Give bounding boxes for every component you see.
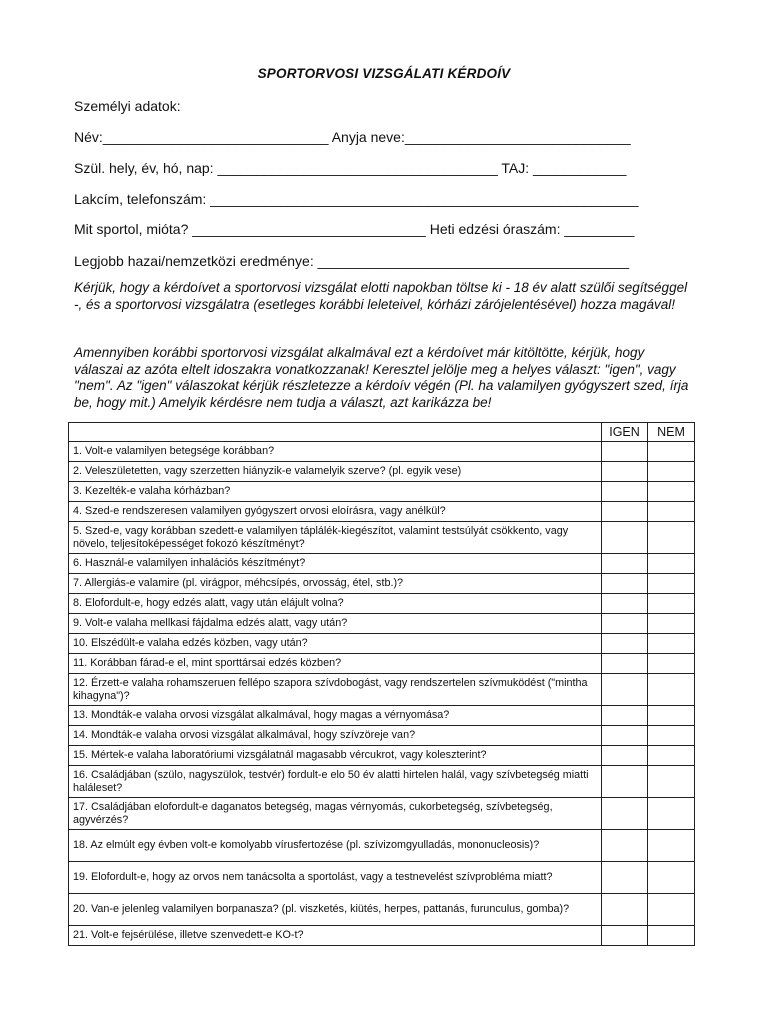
- yes-answer-cell[interactable]: [602, 502, 648, 522]
- no-answer-cell[interactable]: [648, 706, 695, 726]
- question-text: 18. Az elmúlt egy évben volt-e komolyabb vírusfertozése (pl. szívizomgyulladás, mononucleosis)?: [69, 830, 602, 862]
- table-row: [69, 894, 695, 926]
- table-row: [69, 674, 695, 706]
- question-text: 13. Mondták-e valaha orvosi vizsgálat alkalmával, hogy magas a vérnyomása?: [69, 706, 602, 726]
- yes-answer-cell[interactable]: [602, 462, 648, 482]
- table-row: [69, 830, 695, 862]
- no-answer-cell[interactable]: [648, 502, 695, 522]
- table-row: [69, 522, 695, 554]
- question-text: 14. Mondták-e valaha orvosi vizsgálat alkalmával, hogy szívzöreje van?: [69, 726, 602, 746]
- question-text: 19. Elofordult-e, hogy az orvos nem tanácsolta a sportolást, vagy a testnevelést szívprobléma miatt?: [69, 862, 602, 894]
- question-text: 8. Elofordult-e, hogy edzés alatt, vagy után elájult volna?: [69, 594, 602, 614]
- no-answer-cell[interactable]: [648, 614, 695, 634]
- question-text: 20. Van-e jelenleg valamilyen borpanasza? (pl. viszketés, kiütés, herpes, pattanás, furunculus, gomba)?: [69, 894, 602, 926]
- table-row: [69, 574, 695, 594]
- no-answer-cell[interactable]: [648, 654, 695, 674]
- result-field-line[interactable]: Legjobb hazai/nemzetközi eredménye: ________________________________________: [74, 253, 630, 269]
- no-answer-cell[interactable]: [648, 726, 695, 746]
- table-row: [69, 798, 695, 830]
- yes-answer-cell[interactable]: [602, 766, 648, 798]
- questions-body: [69, 442, 695, 946]
- question-text: 16. Családjában (szülo, nagyszülok, testvér) fordult-e elo 50 év alatti hirtelen halál, vagy szívbetegség miatti haláleset?: [69, 766, 602, 798]
- table-row: [69, 442, 695, 462]
- question-text: 12. Érzett-e valaha rohamszeruen fellépo szapora szívdobogást, vagy rendszertelen szívmuködést ("mintha kihagyna")?: [69, 674, 602, 706]
- yes-answer-cell[interactable]: [602, 442, 648, 462]
- yes-answer-cell[interactable]: [602, 554, 648, 574]
- yes-answer-cell[interactable]: [602, 594, 648, 614]
- sport-field-line[interactable]: Mit sportol, mióta? ______________________________ Heti edzési óraszám: _________: [74, 221, 635, 237]
- question-text: 5. Szed-e, vagy korábban szedett-e valamilyen táplálék-kiegészítot, valamint testsúlyát csökkento, vagy növelo, teljesítoképességet fokozó készítményt?: [69, 522, 602, 554]
- yes-answer-cell[interactable]: [602, 654, 648, 674]
- yes-answer-cell[interactable]: [602, 926, 648, 946]
- yes-answer-cell[interactable]: [602, 574, 648, 594]
- no-answer-cell[interactable]: [648, 766, 695, 798]
- table-row: [69, 554, 695, 574]
- yes-answer-cell[interactable]: [602, 830, 648, 862]
- no-answer-cell[interactable]: [648, 462, 695, 482]
- yes-answer-cell[interactable]: [602, 522, 648, 554]
- table-row: [69, 862, 695, 894]
- table-row: [69, 614, 695, 634]
- question-text: 11. Korábban fárad-e el, mint sporttársai edzés közben?: [69, 654, 602, 674]
- no-answer-cell[interactable]: [648, 862, 695, 894]
- table-header-row: [69, 423, 695, 442]
- yes-answer-cell[interactable]: [602, 894, 648, 926]
- instruction-paragraph-1: Kérjük, hogy a kérdoívet a sportorvosi vizsgálat elotti napokban töltse ki - 18 év alatt szülői segítséggel -, és a sportorvosi vizsgálatra (esetleges korábbi leleteivel, kórházi zárójelentésével) hozza magával!: [74, 280, 688, 312]
- yes-answer-cell[interactable]: [602, 746, 648, 766]
- table-row: [69, 766, 695, 798]
- question-text: 15. Mértek-e valaha laboratóriumi vizsgálatnál magasabb vércukrot, vagy koleszterint?: [69, 746, 602, 766]
- no-answer-cell[interactable]: [648, 830, 695, 862]
- no-answer-cell[interactable]: [648, 894, 695, 926]
- yes-answer-cell[interactable]: [602, 634, 648, 654]
- no-answer-cell[interactable]: [648, 574, 695, 594]
- yes-answer-cell[interactable]: [602, 706, 648, 726]
- table-row: [69, 502, 695, 522]
- table-row: [69, 706, 695, 726]
- question-text: 9. Volt-e valaha mellkasi fájdalma edzés alatt, vagy után?: [69, 614, 602, 634]
- personal-data-heading: Személyi adatok:: [74, 98, 181, 114]
- no-answer-cell[interactable]: [648, 674, 695, 706]
- table-row: [69, 654, 695, 674]
- yes-answer-cell[interactable]: [602, 798, 648, 830]
- no-answer-cell[interactable]: [648, 746, 695, 766]
- table-row: [69, 462, 695, 482]
- question-text: 1. Volt-e valamilyen betegsége korábban?: [69, 442, 602, 462]
- question-text: 4. Szed-e rendszeresen valamilyen gyógyszert orvosi eloírásra, vagy anélkül?: [69, 502, 602, 522]
- question-text: 7. Allergiás-e valamire (pl. virágpor, méhcsípés, orvosság, étel, stb.)?: [69, 574, 602, 594]
- table-row: [69, 746, 695, 766]
- table-row: [69, 594, 695, 614]
- no-answer-cell[interactable]: [648, 634, 695, 654]
- name-field-line[interactable]: Név:_____________________________ Anyja neve:_____________________________: [74, 129, 631, 145]
- instruction-paragraph-2: Amennyiben korábbi sportorvosi vizsgálat alkalmával ezt a kérdoívet már kitöltötte, kérjük, hogy válaszai az azóta eltelt idoszakra vonatkozzanak! Keresztel jelölje meg a helyes választ: "igen", vagy "nem". Az "igen" válaszokat kérjük részletezze a kérdoív végén (Pl. ha valamilyen gyógyszert szed, írja be, hogy mit.) Amelyik kérdésre nem tudja a választ, azt karikázza be!: [74, 345, 689, 410]
- no-answer-cell[interactable]: [648, 442, 695, 462]
- yes-answer-cell[interactable]: [602, 614, 648, 634]
- no-answer-cell[interactable]: [648, 594, 695, 614]
- questions-table: [68, 422, 695, 946]
- yes-answer-cell[interactable]: [602, 726, 648, 746]
- table-row: [69, 634, 695, 654]
- yes-answer-cell[interactable]: [602, 862, 648, 894]
- table-row: [69, 726, 695, 746]
- birth-field-line[interactable]: Szül. hely, év, hó, nap: ____________________________________ TAJ: ____________: [74, 160, 627, 176]
- question-text: 17. Családjában elofordult-e daganatos betegség, magas vérnyomás, cukorbetegség, szívbetegség, agyvérzés?: [69, 798, 602, 830]
- question-text: 21. Volt-e fejsérülése, illetve szenvedett-e KO-t?: [69, 926, 602, 946]
- question-text: 2. Veleszületetten, vagy szerzetten hiányzik-e valamelyik szerve? (pl. egyik vese): [69, 462, 602, 482]
- no-answer-cell[interactable]: [648, 522, 695, 554]
- table-row: [69, 926, 695, 946]
- question-text: 3. Kezelték-e valaha kórházban?: [69, 482, 602, 502]
- address-field-line[interactable]: Lakcím, telefonszám: _______________________________________________________: [74, 191, 639, 207]
- yes-column-header: IGEN: [602, 423, 648, 442]
- yes-answer-cell[interactable]: [602, 482, 648, 502]
- question-text: 6. Használ-e valamilyen inhalációs készítményt?: [69, 554, 602, 574]
- question-header-cell: [69, 423, 602, 442]
- yes-answer-cell[interactable]: [602, 674, 648, 706]
- no-answer-cell[interactable]: [648, 482, 695, 502]
- no-column-header: NEM: [648, 423, 695, 442]
- no-answer-cell[interactable]: [648, 554, 695, 574]
- document-title: SPORTORVOSI VIZSGÁLATI KÉRDOÍV: [257, 66, 511, 81]
- question-text: 10. Elszédült-e valaha edzés közben, vagy után?: [69, 634, 602, 654]
- no-answer-cell[interactable]: [648, 798, 695, 830]
- table-row: [69, 482, 695, 502]
- no-answer-cell[interactable]: [648, 926, 695, 946]
